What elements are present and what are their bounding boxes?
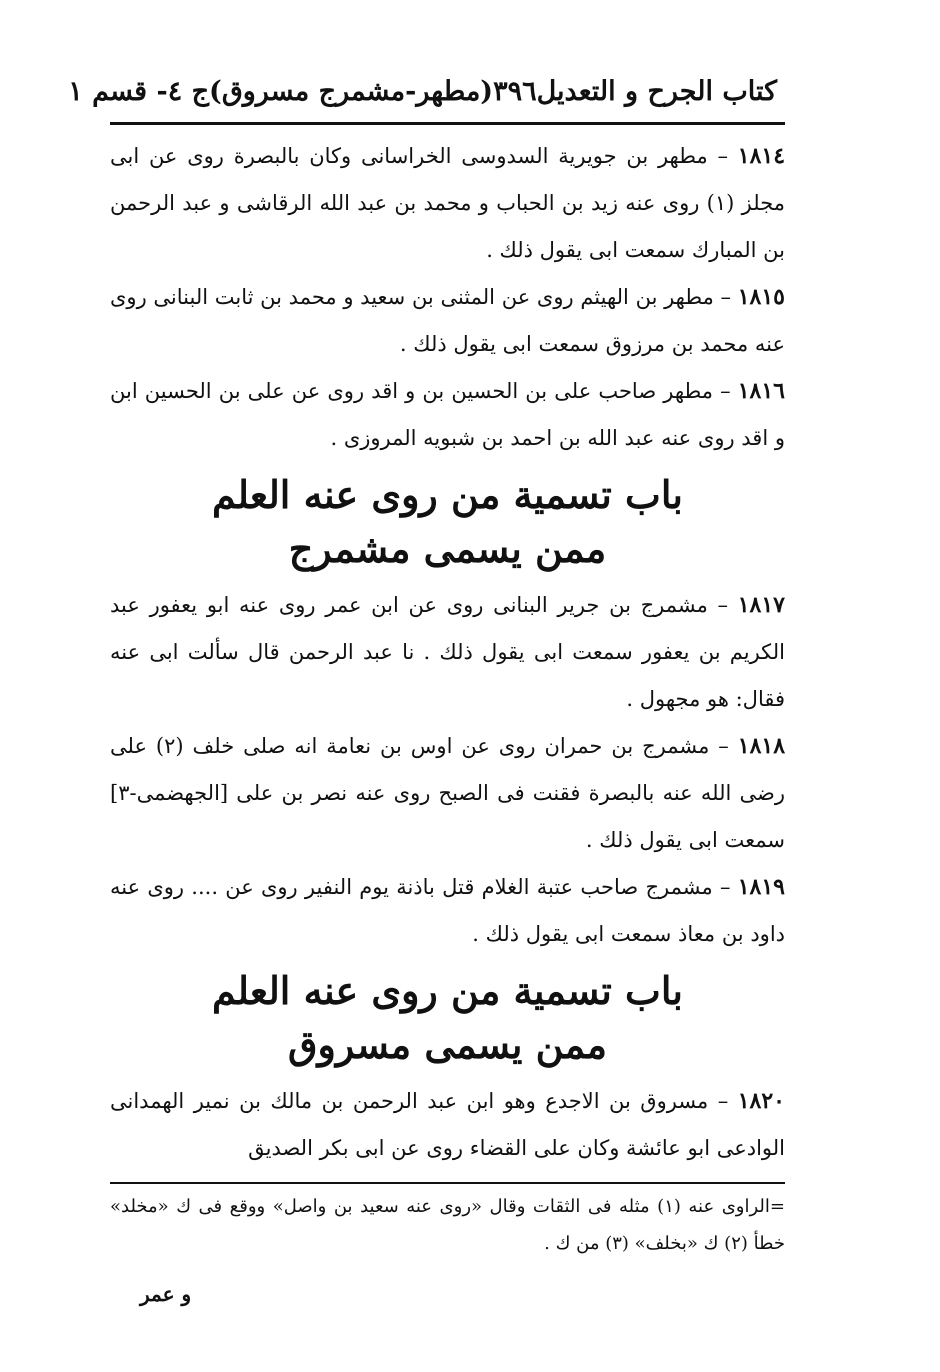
chapter-heading-mushamraj <box>110 468 785 576</box>
header-volume: ج ٤- قسم ١ <box>68 76 210 107</box>
entry-text: مطهر بن الهيثم روى عن المثنى بن سعيد و محمد بن ثابت البنانى روى عنه محمد بن مرزوق سمعت ابى يقول ذلك . <box>110 285 785 356</box>
chapter-heading-line: باب تسمية من روى عنه العلم <box>212 968 683 1013</box>
entry-1814: ١٨١٤ – مطهر بن جويرية السدوسى الخراسانى وكان بالبصرة روى عن ابى مجلز (١) روى عنه زيد بن الحباب و محمد بن عبد الله الرقاشى و عبد الرحمن بن المبارك سمعت ابى يقول ذلك . <box>110 143 786 262</box>
footnote-rule <box>110 1182 785 1184</box>
entry-text: مشمرج بن جرير البنانى روى عن ابن عمر روى عنه ابو يعفور عبد الكريم بن يعفور سمعت ابى يقول ذلك . نا عبد الرحمن قال سألت ابى عنه فقال: هو مجهول . <box>110 593 785 711</box>
entry-1818: ١٨١٨ – مشمرج بن حمران روى عن اوس بن نعامة انه صلى خلف (٢) على رضى الله عنه بالبصرة فقنت فى الصبح روى عنه نصر بن على [الجهضمى-٣] سمعت ابى يقول ذلك . <box>110 733 786 852</box>
chapter-heading-line: ممن يسمى مشمرج <box>288 526 607 571</box>
entry-number: ١٨١٥ <box>737 284 785 310</box>
chapter-heading-line: ممن يسمى مسروق <box>288 1022 607 1067</box>
entry-number: ١٨١٦ <box>737 378 785 404</box>
entry-1819: ١٨١٩ – مشمرج صاحب عتبة الغلام قتل باذنة يوم النفير روى عن .... روى عنه داود بن معاذ سمعت ابى يقول ذلك . <box>110 874 785 946</box>
entry-number: ١٨١٤ <box>737 143 786 169</box>
entry-number: ١٨٢٠ <box>737 1088 785 1114</box>
entry-text: مطهر صاحب على بن الحسين بن و اقد روى عن على بن الحسين ابن و اقد روى عنه عبد الله بن احمد بن شبويه المروزى . <box>110 379 785 450</box>
header-range: (مطهر-مشمرج مسروق) <box>209 76 494 107</box>
running-header <box>68 70 785 114</box>
entry-text: مشمرج صاحب عتبة الغلام قتل باذنة يوم النفير روى عن .... روى عنه داود بن معاذ سمعت ابى يقول ذلك . <box>110 875 785 946</box>
entry-number: ١٨١٩ <box>737 874 785 900</box>
chapter-heading-line: باب تسمية من روى عنه العلم <box>212 472 683 517</box>
chapter-heading-masruq <box>110 964 785 1072</box>
header-page-number: ٣٩٦ <box>493 76 537 107</box>
header-rule <box>110 122 785 125</box>
entry-text: مطهر بن جويرية السدوسى الخراسانى وكان بالبصرة روى عن ابى مجلز (١) روى عنه زيد بن الحباب و محمد بن عبد الله الرقاشى و عبد الرحمن بن المبارك سمعت ابى يقول ذلك . <box>110 144 786 262</box>
entry-number: ١٨١٨ <box>737 733 786 759</box>
entry-1816: ١٨١٦ – مطهر صاحب على بن الحسين بن و اقد روى عن على بن الحسين ابن و اقد روى عنه عبد الله بن احمد بن شبويه المروزى . <box>110 378 785 450</box>
entry-1820: ١٨٢٠ – مسروق بن الاجدع وهو ابن عبد الرحمن بن مالك بن نمير الهمدانى الوادعى ابو عائشة وكان على القضاء روى عن ابى بكر الصديق <box>110 1088 785 1160</box>
entry-number: ١٨١٧ <box>737 592 785 618</box>
entry-text: مسروق بن الاجدع وهو ابن عبد الرحمن بن مالك بن نمير الهمدانى الوادعى ابو عائشة وكان على القضاء روى عن ابى بكر الصديق <box>110 1089 785 1160</box>
header-book-title: كتاب الجرح و التعديل <box>536 76 777 107</box>
entry-text: مشمرج بن حمران روى عن اوس بن نعامة انه صلى خلف (٢) على رضى الله عنه بالبصرة فقنت فى الصبح روى عنه نصر بن على [الجهضمى-٣] سمعت ابى يقول ذلك . <box>110 734 785 852</box>
catchword: و عمر <box>140 1282 192 1306</box>
footnotes: =الراوى عنه (١) مثله فى الثقات وقال «روى عنه سعيد بن واصل» ووقع فى ك «مخلد» خطأ (٢) ك «بخلف» (٣) من ك . <box>110 1196 785 1254</box>
entry-1815: ١٨١٥ – مطهر بن الهيثم روى عن المثنى بن سعيد و محمد بن ثابت البنانى روى عنه محمد بن مرزوق سمعت ابى يقول ذلك . <box>110 284 785 356</box>
document-page <box>68 70 786 1262</box>
entry-1817: ١٨١٧ – مشمرج بن جرير البنانى روى عن ابن عمر روى عنه ابو يعفور عبد الكريم بن يعفور سمعت ابى يقول ذلك . نا عبد الرحمن قال سألت ابى عنه فقال: هو مجهول . <box>110 592 785 711</box>
